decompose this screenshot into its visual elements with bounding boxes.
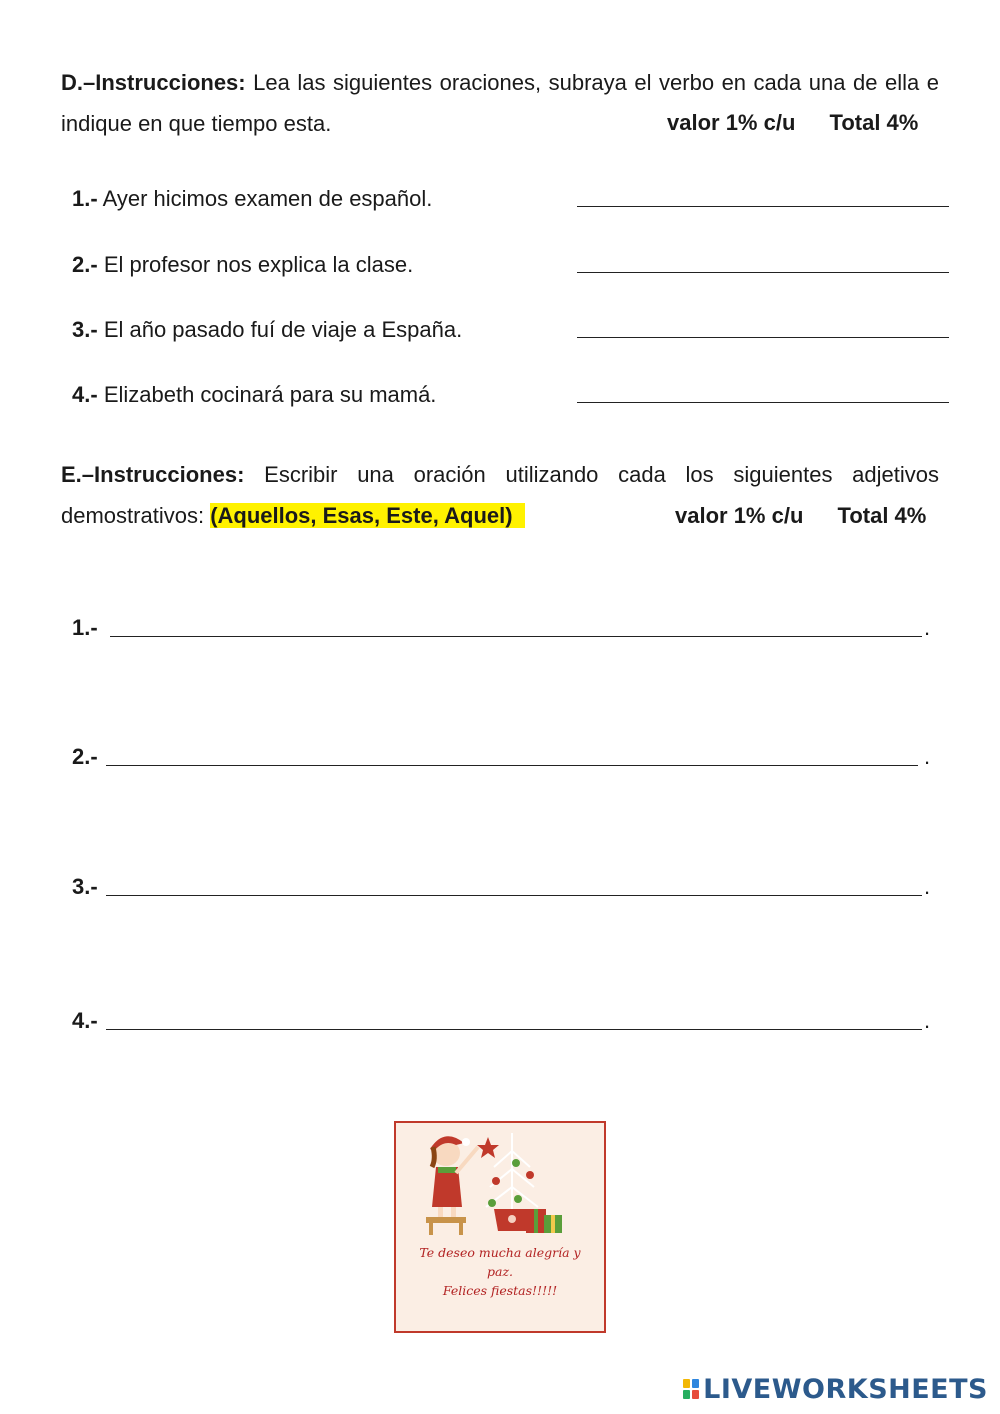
section-e-text: Escribir una oración utilizando cada los siguientes adjetivos demostrativos: bbox=[61, 462, 939, 528]
section-e-label: Instrucciones: bbox=[94, 462, 245, 487]
logo-blocks-icon bbox=[683, 1379, 699, 1399]
sentence-line[interactable] bbox=[110, 636, 922, 637]
card-line-2: paz. bbox=[486, 1264, 513, 1279]
section-e-item-2 bbox=[72, 740, 942, 774]
line-end: . bbox=[924, 615, 931, 640]
item-number: 1.- bbox=[72, 186, 98, 211]
section-e-item-3 bbox=[72, 870, 942, 904]
sentence-line[interactable] bbox=[106, 895, 922, 896]
sentence-line[interactable] bbox=[106, 1029, 922, 1030]
section-d-score bbox=[667, 102, 918, 143]
section-e-item-4 bbox=[72, 1004, 942, 1038]
christmas-illustration-icon bbox=[396, 1123, 604, 1243]
card-line-3: Felices fiestas!!!!! bbox=[442, 1283, 558, 1298]
item-number: 4.- bbox=[72, 382, 98, 407]
item-number: 3.- bbox=[72, 874, 98, 899]
section-d-prefix: D. bbox=[61, 70, 83, 95]
card-line-1: Te deseo mucha alegría y bbox=[419, 1245, 581, 1260]
answer-line[interactable] bbox=[577, 206, 949, 207]
item-number: 3.- bbox=[72, 317, 98, 342]
section-d-item-1 bbox=[72, 182, 952, 216]
item-number: 1.- bbox=[72, 615, 98, 640]
section-d-total: Total 4% bbox=[829, 110, 919, 135]
section-e-score bbox=[675, 495, 926, 536]
section-e-valor: valor 1% c/u bbox=[675, 503, 804, 528]
answer-line[interactable] bbox=[577, 402, 949, 403]
section-e-total: Total 4% bbox=[837, 503, 927, 528]
item-number: 2.- bbox=[72, 744, 98, 769]
item-number: 2.- bbox=[72, 252, 98, 277]
answer-line[interactable] bbox=[577, 337, 949, 338]
answer-line[interactable] bbox=[577, 272, 949, 273]
section-e-dash: – bbox=[81, 462, 95, 487]
line-end: . bbox=[924, 874, 931, 899]
item-number: 4.- bbox=[72, 1008, 98, 1033]
item-sentence: Ayer hicimos examen de español. bbox=[102, 186, 433, 211]
line-end: . bbox=[924, 1008, 931, 1033]
line-end: . bbox=[924, 744, 931, 769]
item-sentence: El año pasado fuí de viaje a España. bbox=[103, 317, 463, 342]
section-e-highlight: (Aquellos, Esas, Este, Aquel) bbox=[210, 503, 524, 528]
section-e-prefix: E. bbox=[61, 462, 82, 487]
section-d-item-4 bbox=[72, 378, 952, 412]
section-d-text: Lea las siguientes oraciones, subraya el verbo en cada una de ella e indique en que tiempo esta. bbox=[61, 70, 939, 136]
section-d-valor: valor 1% c/u bbox=[667, 110, 796, 135]
item-sentence: Elizabeth cocinará para su mamá. bbox=[103, 382, 437, 407]
sentence-line[interactable] bbox=[106, 765, 918, 766]
item-sentence: El profesor nos explica la clase. bbox=[103, 252, 414, 277]
section-d-label: Instrucciones: bbox=[95, 70, 246, 95]
christmas-card bbox=[394, 1121, 606, 1333]
card-message bbox=[396, 1243, 604, 1300]
brand-name: LIVEWORKSHEETS bbox=[703, 1373, 988, 1405]
liveworksheets-logo bbox=[683, 1374, 988, 1404]
section-d-item-2 bbox=[72, 248, 952, 282]
section-d-dash: – bbox=[83, 70, 96, 95]
section-d-item-3 bbox=[72, 313, 952, 347]
section-e-item-1 bbox=[72, 611, 942, 645]
